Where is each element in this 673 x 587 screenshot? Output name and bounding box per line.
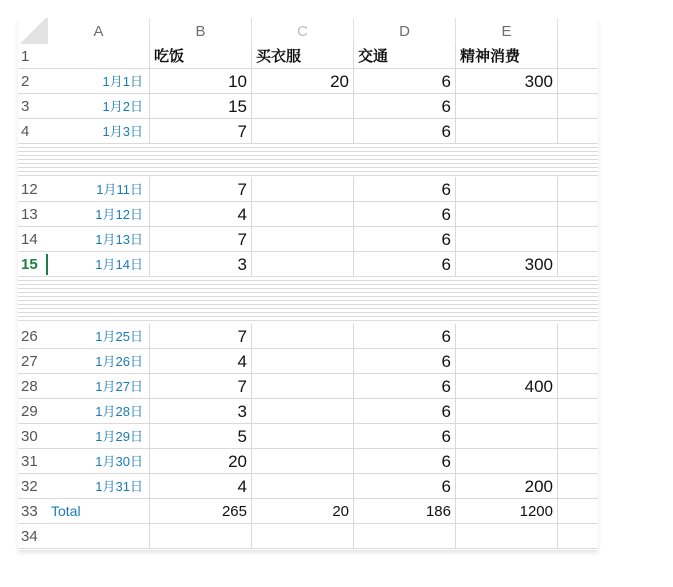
empty-cell[interactable] [558, 324, 598, 348]
date-cell[interactable]: 1月3日 [48, 119, 150, 143]
row-header[interactable]: 31 [18, 449, 48, 473]
table-row [18, 177, 598, 202]
date-cell[interactable]: 1月31日 [48, 474, 150, 498]
clothes-cell[interactable] [252, 349, 354, 373]
clothes-cell[interactable] [252, 202, 354, 226]
transport-cell[interactable]: 6 [354, 349, 456, 373]
transport-cell[interactable]: 6 [354, 424, 456, 448]
clothes-cell[interactable] [252, 177, 354, 201]
empty-cell[interactable] [252, 524, 354, 548]
column-header-c[interactable]: C [252, 18, 354, 44]
clothes-cell[interactable] [252, 424, 354, 448]
cell-c1[interactable]: 买衣服 [252, 44, 354, 68]
empty-cell[interactable] [558, 349, 598, 373]
total-food[interactable]: 265 [150, 499, 252, 523]
row-header[interactable]: 32 [18, 474, 48, 498]
select-all-corner[interactable] [18, 18, 48, 44]
date-cell[interactable]: 1月1日 [48, 69, 150, 93]
empty-cell[interactable] [558, 94, 598, 118]
row-header[interactable]: 13 [18, 202, 48, 226]
empty-cell[interactable] [558, 399, 598, 423]
cell-d1[interactable]: 交通 [354, 44, 456, 68]
date-cell[interactable]: 1月29日 [48, 424, 150, 448]
row-header[interactable]: 29 [18, 399, 48, 423]
entertainment-cell[interactable] [456, 349, 558, 373]
collapsed-rows[interactable] [18, 144, 598, 177]
clothes-cell[interactable] [252, 474, 354, 498]
column-header-d[interactable]: D [354, 18, 456, 44]
table-row [18, 449, 598, 474]
entertainment-cell[interactable] [456, 177, 558, 201]
cell-b1[interactable]: 吃饭 [150, 44, 252, 68]
total-row [18, 499, 598, 524]
row-header[interactable]: 1 [18, 44, 48, 68]
food-cell[interactable]: 7 [150, 177, 252, 201]
empty-cell[interactable] [558, 449, 598, 473]
date-cell[interactable]: 1月25日 [48, 324, 150, 348]
food-cell[interactable]: 5 [150, 424, 252, 448]
row-header[interactable]: 28 [18, 374, 48, 398]
table-row [18, 119, 598, 144]
table-row [18, 424, 598, 449]
table-row [18, 324, 598, 349]
empty-cell[interactable] [558, 227, 598, 251]
clothes-cell[interactable] [252, 227, 354, 251]
transport-cell[interactable]: 6 [354, 69, 456, 93]
collapsed-rows[interactable] [18, 277, 598, 324]
transport-cell[interactable]: 6 [354, 374, 456, 398]
entertainment-cell[interactable] [456, 94, 558, 118]
total-clothes[interactable]: 20 [252, 499, 354, 523]
empty-cell[interactable] [558, 119, 598, 143]
empty-cell[interactable] [558, 374, 598, 398]
transport-cell[interactable]: 6 [354, 227, 456, 251]
date-cell[interactable]: 1月12日 [48, 202, 150, 226]
cell-e1[interactable]: 精神消费 [456, 44, 558, 68]
food-cell[interactable]: 7 [150, 374, 252, 398]
entertainment-cell[interactable]: 400 [456, 374, 558, 398]
row-header[interactable]: 26 [18, 324, 48, 348]
clothes-cell[interactable] [252, 324, 354, 348]
empty-cell[interactable] [558, 202, 598, 226]
empty-cell[interactable] [456, 524, 558, 548]
entertainment-cell[interactable] [456, 424, 558, 448]
row-header[interactable]: 4 [18, 119, 48, 143]
transport-cell[interactable]: 6 [354, 474, 456, 498]
clothes-cell[interactable] [252, 252, 354, 276]
date-cell[interactable]: 1月28日 [48, 399, 150, 423]
table-row [18, 524, 598, 549]
table-row [18, 399, 598, 424]
clothes-cell[interactable] [252, 119, 354, 143]
column-header-e[interactable]: E [456, 18, 558, 44]
header-row [18, 44, 598, 69]
date-cell[interactable]: 1月27日 [48, 374, 150, 398]
clothes-cell[interactable] [252, 399, 354, 423]
total-entertainment[interactable]: 1200 [456, 499, 558, 523]
entertainment-cell[interactable] [456, 227, 558, 251]
column-header-b[interactable]: B [150, 18, 252, 44]
date-cell[interactable]: 1月13日 [48, 227, 150, 251]
entertainment-cell[interactable]: 200 [456, 474, 558, 498]
entertainment-cell[interactable] [456, 119, 558, 143]
table-row [18, 227, 598, 252]
food-cell[interactable]: 15 [150, 94, 252, 118]
transport-cell[interactable]: 6 [354, 202, 456, 226]
row-header[interactable]: 15 [18, 252, 48, 276]
spreadsheet [18, 18, 598, 550]
table-row [18, 474, 598, 499]
row-header[interactable]: 34 [18, 524, 48, 548]
empty-cell[interactable] [558, 177, 598, 201]
empty-cell[interactable] [354, 524, 456, 548]
entertainment-cell[interactable]: 300 [456, 252, 558, 276]
table-row [18, 94, 598, 119]
food-cell[interactable]: 3 [150, 399, 252, 423]
entertainment-cell[interactable] [456, 449, 558, 473]
transport-cell[interactable]: 6 [354, 399, 456, 423]
cell-a1[interactable] [48, 44, 150, 68]
row-header[interactable]: 3 [18, 94, 48, 118]
row-header[interactable]: 14 [18, 227, 48, 251]
entertainment-cell[interactable]: 300 [456, 69, 558, 93]
transport-cell[interactable]: 6 [354, 449, 456, 473]
row-header[interactable]: 27 [18, 349, 48, 373]
food-cell[interactable]: 7 [150, 119, 252, 143]
column-header-a[interactable]: A [48, 18, 150, 44]
empty-cell[interactable] [48, 524, 150, 548]
date-cell[interactable]: 1月11日 [48, 177, 150, 201]
table-row [18, 252, 598, 277]
entertainment-cell[interactable] [456, 202, 558, 226]
table-row [18, 202, 598, 227]
entertainment-cell[interactable] [456, 399, 558, 423]
table-row [18, 349, 598, 374]
table-row [18, 374, 598, 399]
transport-cell[interactable]: 6 [354, 324, 456, 348]
transport-cell[interactable]: 6 [354, 94, 456, 118]
food-cell[interactable]: 7 [150, 324, 252, 348]
empty-cell[interactable] [558, 474, 598, 498]
food-cell[interactable]: 4 [150, 202, 252, 226]
clothes-cell[interactable]: 20 [252, 69, 354, 93]
food-cell[interactable]: 7 [150, 227, 252, 251]
transport-cell[interactable]: 6 [354, 177, 456, 201]
clothes-cell[interactable] [252, 94, 354, 118]
row-header[interactable]: 33 [18, 499, 48, 523]
empty-cell[interactable] [558, 424, 598, 448]
clothes-cell[interactable] [252, 374, 354, 398]
date-cell[interactable]: 1月30日 [48, 449, 150, 473]
row-header[interactable]: 2 [18, 69, 48, 93]
empty-cell[interactable] [558, 252, 598, 276]
transport-cell[interactable]: 6 [354, 119, 456, 143]
food-cell[interactable]: 3 [150, 252, 252, 276]
date-cell[interactable]: 1月26日 [48, 349, 150, 373]
cell-f1[interactable] [558, 44, 598, 68]
row-header[interactable]: 30 [18, 424, 48, 448]
clothes-cell[interactable] [252, 449, 354, 473]
food-cell[interactable]: 4 [150, 349, 252, 373]
food-cell[interactable]: 10 [150, 69, 252, 93]
food-cell[interactable]: 20 [150, 449, 252, 473]
transport-cell[interactable]: 6 [354, 252, 456, 276]
empty-cell[interactable] [150, 524, 252, 548]
total-transport[interactable]: 186 [354, 499, 456, 523]
date-cell[interactable]: 1月14日 [48, 252, 150, 276]
empty-cell[interactable] [558, 69, 598, 93]
food-cell[interactable]: 4 [150, 474, 252, 498]
row-header[interactable]: 12 [18, 177, 48, 201]
total-label[interactable]: Total [48, 499, 150, 523]
empty-cell[interactable] [558, 499, 598, 523]
entertainment-cell[interactable] [456, 324, 558, 348]
table-row [18, 69, 598, 94]
date-cell[interactable]: 1月2日 [48, 94, 150, 118]
